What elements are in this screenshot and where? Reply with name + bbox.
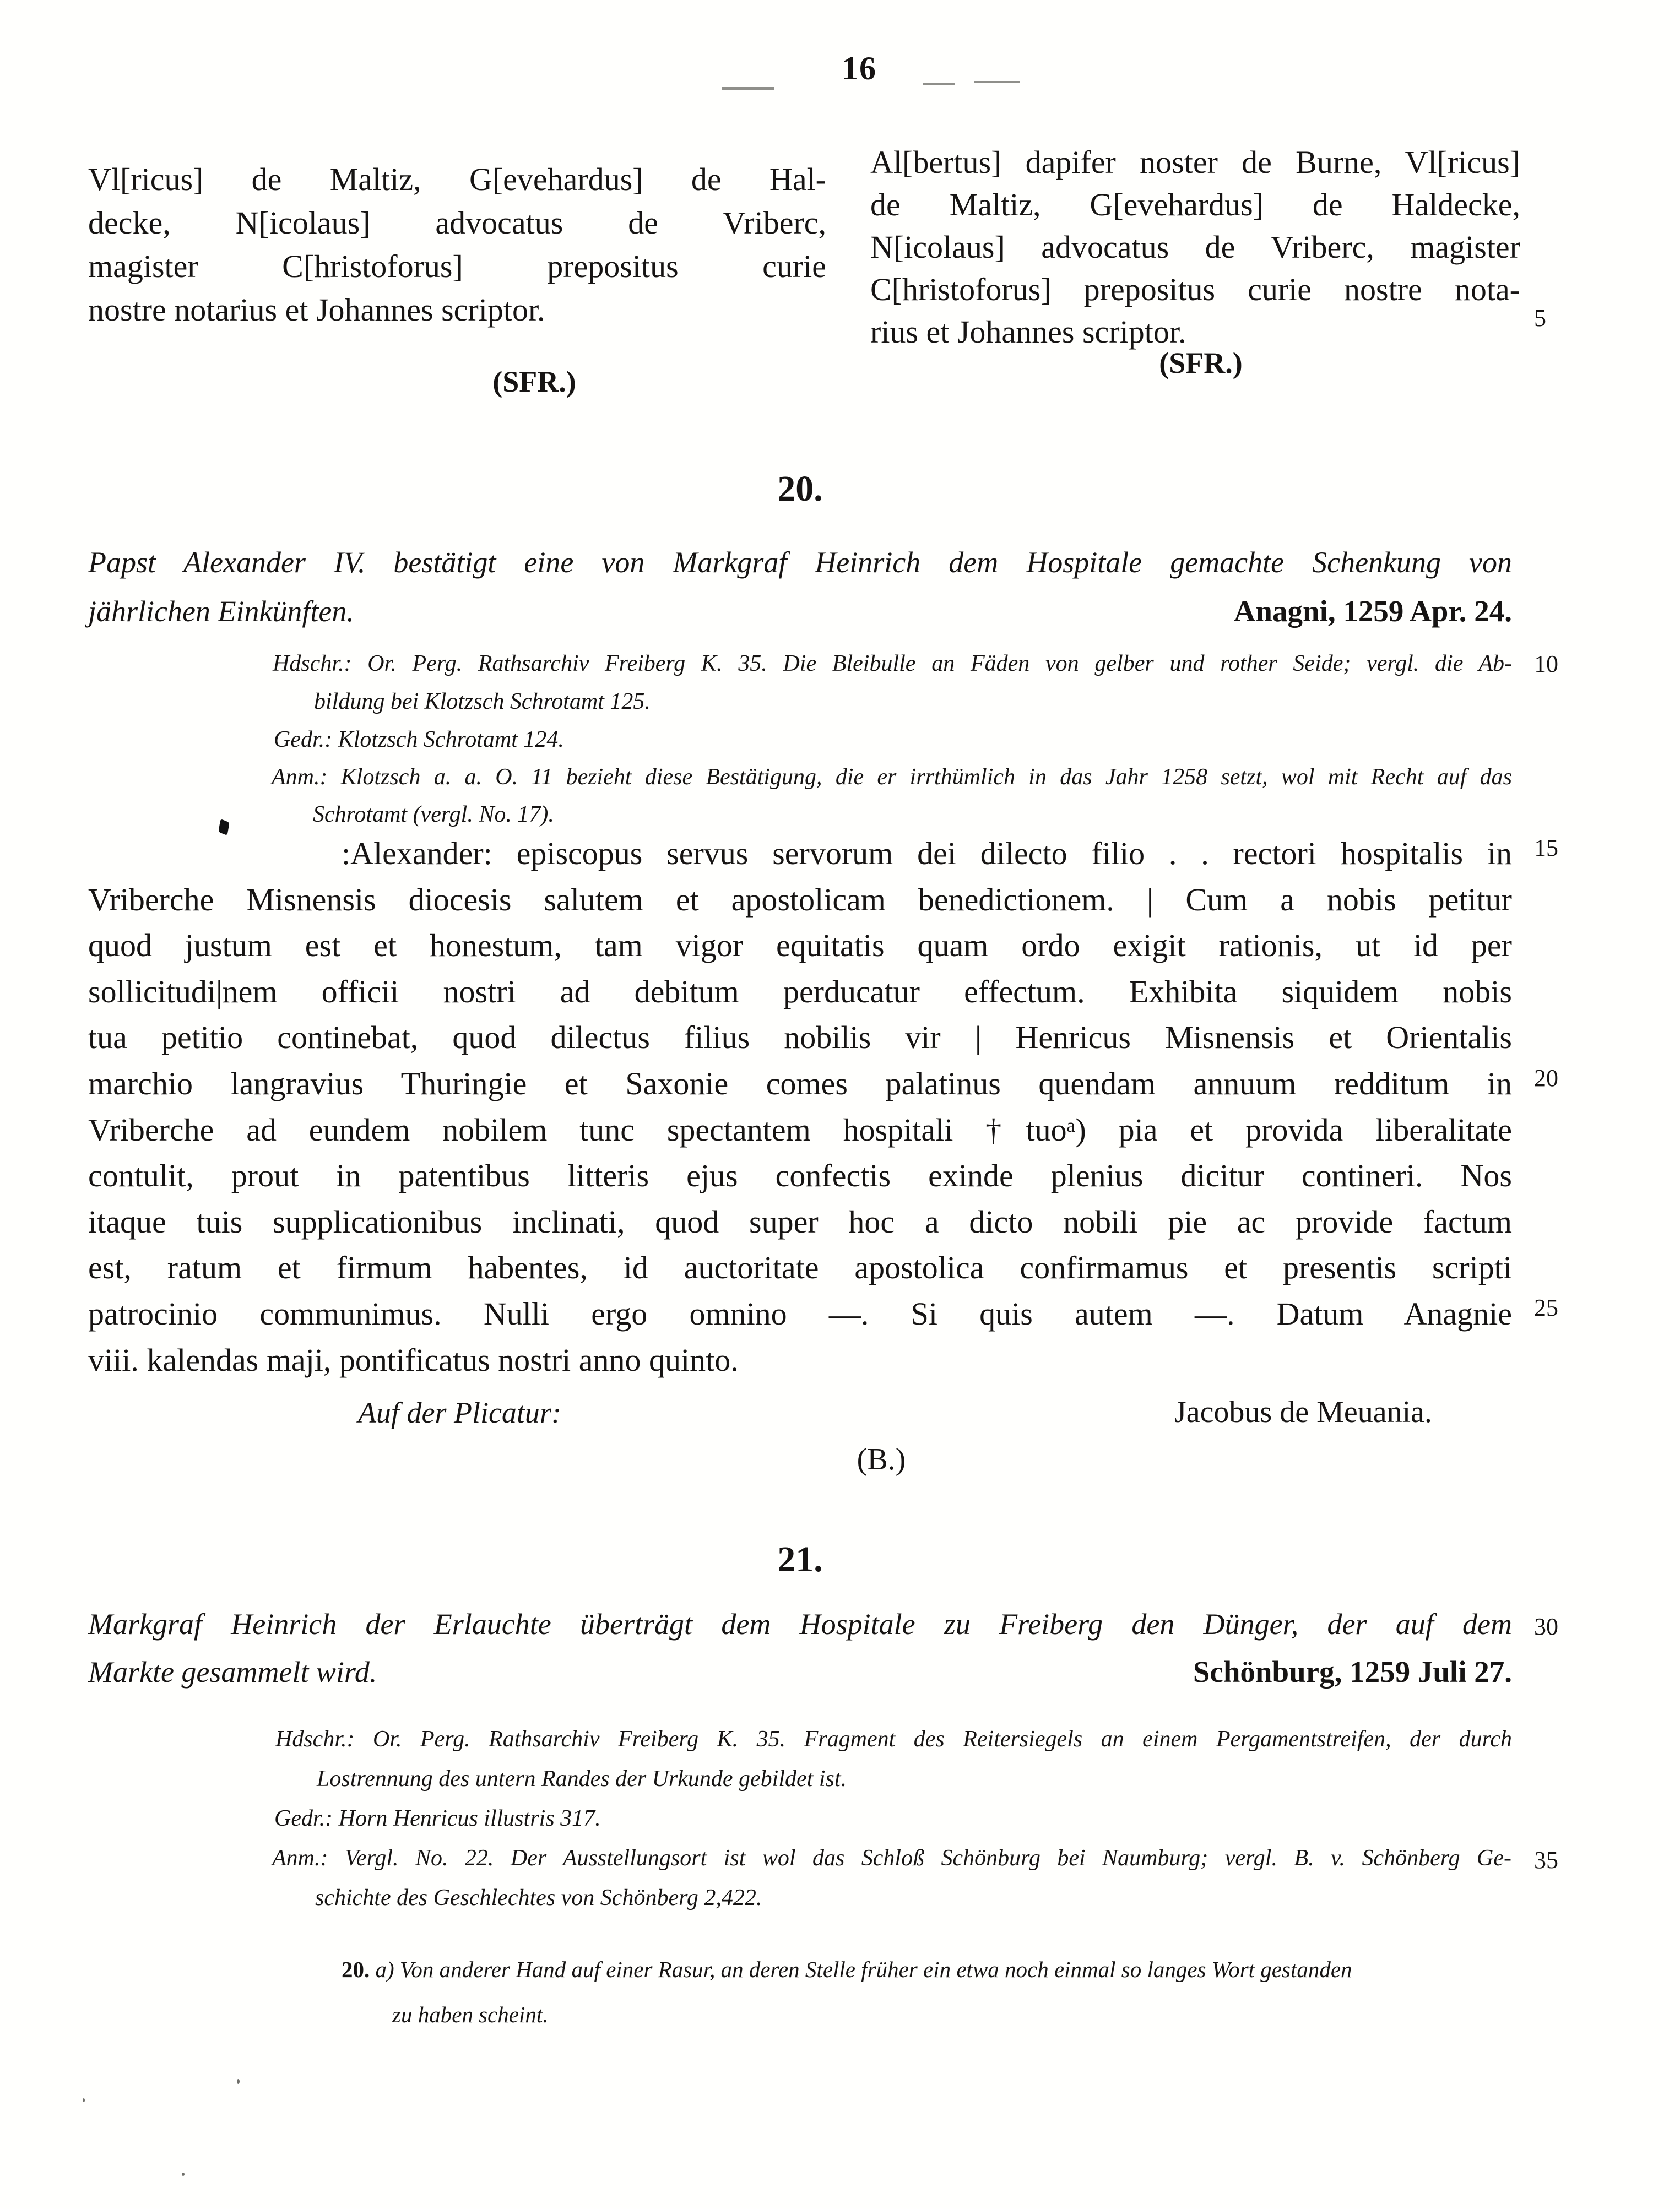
charter-left-column	[88, 158, 826, 332]
note-anm: Anm.: Klotzsch a. a. O. 11 bezieht diese Bestätigung, die er irrthümlich in das Jahr 1258 setzt, wol mit Recht auf das	[272, 764, 1512, 790]
charter-line: tua petitio continebat, quod dilectus filius nobilis vir | Henricus Misnensis et Orientalis	[88, 1019, 1512, 1056]
margin-line-number: 25	[1534, 1294, 1558, 1321]
entry-number-20: 20.	[777, 469, 823, 509]
margin-line-number: 35	[1534, 1847, 1558, 1874]
note-hdschr: Hdschr.: Or. Perg. Rathsarchiv Freiberg K. 35. Fragment des Reitersiegels an einem Pergamentstreifen, der durch	[275, 1727, 1512, 1752]
charter-line: :Alexander: episcopus servus servorum dei dilecto filio . . rectori hospitalis in	[342, 835, 1512, 871]
charter-right-column	[870, 141, 1520, 353]
note-hdschr-continuation: Lostrennung des untern Randes der Urkunde gebildet ist.	[317, 1766, 847, 1792]
note-gedr: Gedr.: Horn Henricus illustris 317.	[274, 1806, 601, 1831]
margin-line-number: 20	[1534, 1065, 1558, 1092]
text-line: nostre notarius et Johannes scriptor.	[88, 292, 545, 328]
regest-line: jährlichen Einkünften.	[88, 595, 354, 628]
footnote-marker: a)	[375, 1957, 394, 1982]
margin-line-number: 30	[1534, 1613, 1558, 1640]
regest-date-row	[88, 594, 1512, 628]
note-anm-continuation: Schrotamt (vergl. No. 17).	[313, 802, 554, 827]
scan-noise	[83, 2098, 85, 2102]
charter-line: viii. kalendas maji, pontificatus nostri anno quinto.	[88, 1342, 739, 1378]
charter-date: Anagni, 1259 Apr. 24.	[1233, 594, 1512, 628]
charter-text-20	[88, 831, 1512, 1383]
text-line: decke, N[icolaus] advocatus de Vriberc,	[88, 205, 826, 241]
text-line: magister C[hristoforus] prepositus curie	[88, 248, 826, 284]
scan-noise	[923, 83, 955, 85]
charter-line: Vriberche Misnensis diocesis salutem et apostolicam benedictionem. | Cum a nobis petitur	[88, 881, 1512, 918]
text-line: Vl[ricus] de Maltiz, G[evehardus] de Hal-	[88, 161, 826, 197]
text-line: Al[bertus] dapifer noster de Burne, Vl[ricus]	[870, 144, 1520, 180]
margin-line-number: 5	[1534, 305, 1546, 332]
bulle-sigla: (B.)	[857, 1442, 906, 1477]
charter-line: marchio langravius Thuringie et Saxonie comes palatinus quendam annuum redditum in	[88, 1065, 1512, 1101]
plicatur-label: Auf der Plicatur:	[358, 1396, 561, 1429]
regest-line: Markte gesammelt wird.	[88, 1656, 377, 1689]
editor-sigla: (SFR.)	[1159, 346, 1243, 379]
footnote-entry-ref: 20.	[342, 1957, 370, 1982]
charter-line: est, ratum et firmum habentes, id auctoritate apostolica confirmamus et presentis scripti	[88, 1250, 1512, 1286]
charter-date: Schönburg, 1259 Juli 27.	[1193, 1655, 1512, 1689]
plicatur-name: Jacobus de Meuania.	[1174, 1395, 1432, 1429]
footnote-line-continuation: zu haben scheint.	[392, 2002, 549, 2027]
editor-sigla: (SFR.)	[492, 365, 576, 398]
charter-line: Vriberche ad eundem nobilem tunc spectantem hospitali †tuoᵃ) pia et provida liberalitate	[88, 1111, 1512, 1148]
margin-line-number: 15	[1534, 834, 1558, 861]
note-anm-continuation: schichte des Geschlechtes von Schönberg 2,422.	[315, 1885, 762, 1911]
regest-date-row	[88, 1654, 1512, 1689]
regest-line: Papst Alexander IV. bestätigt eine von Markgraf Heinrich dem Hospitale gemachte Schenkung von	[88, 546, 1512, 579]
text-line: rius et Johannes scriptor.	[870, 314, 1186, 350]
scan-noise	[974, 81, 1020, 83]
charter-line: itaque tuis supplicationibus inclinati, quod super hoc a dicto nobili pie ac provide factum	[88, 1203, 1512, 1240]
margin-line-number: 10	[1534, 650, 1558, 677]
note-anm: Anm.: Vergl. No. 22. Der Ausstellungsort ist wol das Schloß Schönburg bei Naumburg; vergl. B. v. Schönberg Ge-	[272, 1846, 1511, 1871]
scan-noise	[722, 87, 774, 90]
charter-line: quod justum est et honestum, tam vigor equitatis quam ordo exigit rationis, ut id per	[88, 927, 1512, 964]
charter-line: sollicitudi|nem officii nostri ad debitum perducatur effectum. Exhibita siquidem nobis	[88, 973, 1512, 1009]
charter-line: patrocinio communimus. Nulli ergo omnino —. Si quis autem —. Datum Anagnie	[88, 1295, 1512, 1332]
regest-line: Markgraf Heinrich der Erlauchte überträgt dem Hospitale zu Freiberg den Dünger, der auf dem	[88, 1608, 1512, 1641]
note-hdschr: Hdschr.: Or. Perg. Rathsarchiv Freiberg K. 35. Die Bleibulle an Fäden von gelber und rother Seide; vergl. die Ab-	[273, 651, 1512, 676]
page-number: 16	[842, 50, 877, 86]
scan-noise	[237, 2079, 240, 2084]
footnote-text: Von anderer Hand auf einer Rasur, an deren Stelle früher ein etwa noch einmal so langes Wort gestanden	[399, 1957, 1352, 1982]
text-line: N[icolaus] advocatus de Vriberc, magister	[870, 229, 1520, 265]
footnote-line	[342, 1956, 1509, 1983]
charter-line: contulit, prout in patentibus litteris ejus confectis exinde plenius dicitur contineri. Nos	[88, 1158, 1512, 1194]
note-gedr: Gedr.: Klotzsch Schrotamt 124.	[274, 727, 564, 752]
text-line: C[hristoforus] prepositus curie nostre nota-	[870, 272, 1520, 307]
text-line: de Maltiz, G[evehardus] de Haldecke,	[870, 187, 1520, 222]
scan-noise	[182, 2173, 185, 2176]
note-hdschr-continuation: bildung bei Klotzsch Schrotamt 125.	[314, 689, 651, 714]
entry-number-21: 21.	[777, 1539, 823, 1580]
